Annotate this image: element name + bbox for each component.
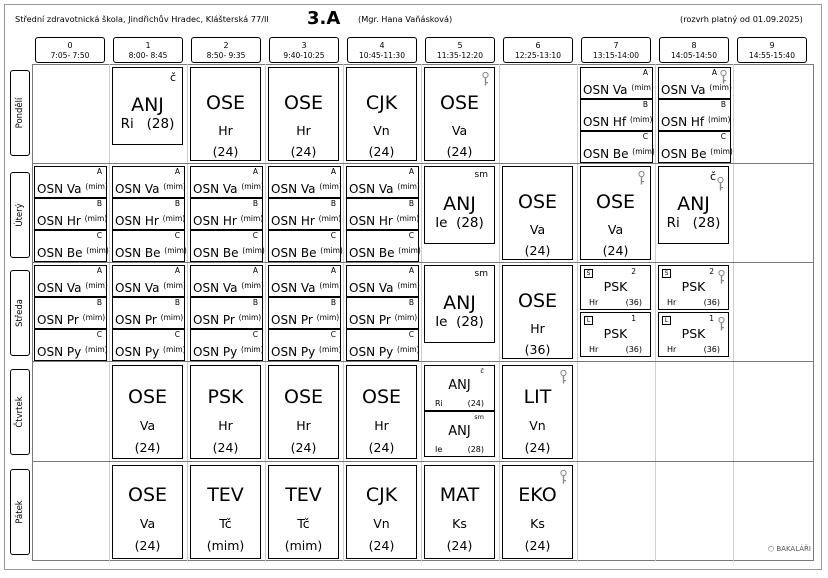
grid-line bbox=[265, 64, 266, 561]
lesson-card[interactable] bbox=[112, 365, 183, 459]
lesson-label: OSN Va $^{(mim)}$ bbox=[193, 182, 264, 196]
split-lesson-card[interactable] bbox=[112, 166, 185, 198]
group-square: L bbox=[584, 316, 593, 325]
split-lesson-card[interactable] bbox=[346, 329, 419, 361]
room-label: (24) bbox=[467, 399, 484, 408]
grid-line bbox=[499, 64, 500, 561]
split-lesson-card[interactable] bbox=[112, 265, 185, 297]
subject-label: ANJ bbox=[448, 424, 471, 439]
lesson-card[interactable] bbox=[502, 166, 573, 260]
teacher-label: Hr bbox=[218, 418, 233, 433]
group-label: B bbox=[330, 199, 336, 208]
teacher-label: Va bbox=[607, 222, 624, 237]
lesson-label: OSN Be $^{(mim)}$ bbox=[583, 147, 655, 161]
group-label: C bbox=[330, 231, 336, 240]
lesson-label: OSN Be $^{(mim)}$ bbox=[661, 147, 733, 161]
group-label: č bbox=[480, 367, 484, 375]
room-label: (24) bbox=[602, 243, 629, 258]
teacher-label: Ks bbox=[530, 516, 545, 531]
lesson-label: OSN Hr $^{(mim)}$ bbox=[349, 214, 420, 228]
lesson-card[interactable] bbox=[190, 465, 261, 559]
split-lesson-card[interactable] bbox=[346, 230, 419, 262]
split-lesson-card[interactable] bbox=[268, 265, 341, 297]
split-lesson-card[interactable] bbox=[34, 265, 107, 297]
split-lesson-card[interactable] bbox=[346, 265, 419, 297]
room-label: (36) bbox=[703, 345, 720, 354]
teacher-room: Ri (28) bbox=[666, 215, 721, 231]
split-lesson-card[interactable] bbox=[190, 166, 263, 198]
lesson-label: OSN Py $^{(mim)}$ bbox=[115, 345, 186, 359]
subject-label: EKO bbox=[518, 484, 557, 506]
lesson-label: OSN Va $^{(mim)}$ bbox=[271, 182, 342, 196]
group-label: C bbox=[252, 231, 258, 240]
teacher-label: Hr bbox=[374, 418, 389, 433]
period-header-0: 0 7:05- 7:50 bbox=[35, 37, 105, 63]
split-lesson-card[interactable] bbox=[580, 99, 653, 131]
grid-line bbox=[187, 64, 188, 561]
group-label: A bbox=[174, 266, 180, 275]
group-label: A bbox=[96, 167, 102, 176]
lesson-label: OSN Hf $^{(mim)}$ bbox=[583, 115, 653, 129]
group-label: A bbox=[408, 167, 414, 176]
subject-label: ANJ bbox=[443, 292, 476, 314]
lesson-label: OSN Be $^{(mim)}$ bbox=[271, 246, 343, 260]
lesson-label: OSN Pr $^{(mim)}$ bbox=[271, 313, 340, 327]
lesson-label: OSN Va $^{(mim)}$ bbox=[349, 281, 420, 295]
room-label: (24) bbox=[212, 440, 239, 455]
teacher-label: Hr bbox=[530, 321, 545, 336]
lesson-label: OSN Va $^{(mim)}$ bbox=[115, 281, 186, 295]
subject-label: TEV bbox=[285, 484, 322, 506]
room-label: (24) bbox=[212, 144, 239, 159]
group-label: B bbox=[252, 199, 258, 208]
group-label: C bbox=[96, 330, 102, 339]
key-icon bbox=[560, 470, 567, 485]
lesson-card[interactable] bbox=[424, 465, 495, 559]
split-lesson-card[interactable] bbox=[658, 131, 731, 163]
period-header-1: 1 8:00- 8:45 bbox=[113, 37, 183, 63]
lesson-label: OSN Hr $^{(mim)}$ bbox=[271, 214, 342, 228]
lesson-label: OSN Pr $^{(mim)}$ bbox=[349, 313, 418, 327]
teacher-label: Hr bbox=[296, 123, 311, 138]
split-lesson-card[interactable] bbox=[268, 230, 341, 262]
room-label: (mim) bbox=[206, 538, 245, 553]
period-header-6: 6 12:25-13:10 bbox=[503, 37, 573, 63]
room-label: (24) bbox=[524, 243, 551, 258]
teacher-label: Tč bbox=[297, 516, 310, 531]
subject-label: OSE bbox=[439, 92, 480, 114]
lesson-label: OSN Be $^{(mim)}$ bbox=[115, 246, 187, 260]
split-lesson-card[interactable] bbox=[268, 329, 341, 361]
split-lesson-card[interactable] bbox=[346, 297, 419, 329]
group-label: A bbox=[408, 266, 414, 275]
subject-label: CJK bbox=[365, 92, 398, 114]
lesson-label: OSN Va $^{(mim)}$ bbox=[37, 182, 108, 196]
teacher-label: Vn bbox=[373, 123, 390, 138]
split-lesson-card[interactable] bbox=[112, 198, 185, 230]
day-label-thursday: Čtvrtek bbox=[10, 369, 30, 455]
group-label: C bbox=[720, 132, 726, 141]
subject-label: OSE bbox=[517, 290, 558, 312]
room-label: (36) bbox=[524, 342, 551, 357]
subject-label: TEV bbox=[207, 484, 244, 506]
group-label: B bbox=[252, 298, 258, 307]
split-lesson-card[interactable] bbox=[34, 329, 107, 361]
grid-line bbox=[421, 64, 422, 561]
group-label: č bbox=[169, 71, 176, 84]
grid-line bbox=[733, 64, 734, 561]
group-label: A bbox=[252, 266, 258, 275]
lesson-label: OSN Py $^{(mim)}$ bbox=[193, 345, 264, 359]
split-lesson-card[interactable] bbox=[34, 166, 107, 198]
teacher-label: Ie bbox=[435, 445, 443, 454]
lesson-card[interactable] bbox=[268, 365, 339, 459]
lesson-label: OSN Hr $^{(mim)}$ bbox=[115, 214, 186, 228]
lesson-label: OSN Hr $^{(mim)}$ bbox=[37, 214, 108, 228]
lesson-label: OSN Py $^{(mim)}$ bbox=[37, 345, 108, 359]
subject-label: PSK bbox=[603, 326, 628, 341]
lesson-label: OSN Hr $^{(mim)}$ bbox=[193, 214, 264, 228]
subject-label: ANJ bbox=[677, 193, 710, 215]
day-label-wednesday: Středa bbox=[10, 270, 30, 356]
period-header-3: 3 9:40-10:25 bbox=[269, 37, 339, 63]
split-lesson-card[interactable] bbox=[346, 166, 419, 198]
hexagon-icon: ⬡ bbox=[768, 545, 775, 553]
lesson-card[interactable] bbox=[190, 365, 261, 459]
class-title: 3.A bbox=[307, 8, 341, 29]
lesson-card[interactable] bbox=[658, 312, 729, 357]
group-number: 2 bbox=[631, 267, 636, 276]
day-label-tuesday: Úterý bbox=[10, 172, 30, 258]
lesson-card[interactable] bbox=[424, 265, 495, 343]
room-label: (28) bbox=[467, 445, 484, 454]
split-lesson-card[interactable] bbox=[112, 329, 185, 361]
room-label: (24) bbox=[134, 440, 161, 455]
subject-label: ANJ bbox=[443, 193, 476, 215]
grid-line bbox=[32, 163, 814, 164]
group-label: B bbox=[408, 199, 414, 208]
subject-label: OSE bbox=[361, 386, 402, 408]
lesson-card[interactable] bbox=[112, 465, 183, 559]
group-label: B bbox=[96, 298, 102, 307]
grid-line bbox=[32, 361, 814, 362]
group-label: sm bbox=[474, 170, 488, 180]
teacher-label: Hr bbox=[589, 298, 599, 307]
class-teacher: (Mgr. Hana Vaňásková) bbox=[358, 14, 453, 24]
room-label: (24) bbox=[290, 144, 317, 159]
room-label: (36) bbox=[625, 298, 642, 307]
split-lesson-card[interactable] bbox=[190, 297, 263, 329]
split-lesson-card[interactable] bbox=[34, 230, 107, 262]
teacher-label: Hr bbox=[218, 123, 233, 138]
lesson-card[interactable] bbox=[424, 166, 495, 244]
lesson-card[interactable] bbox=[424, 67, 495, 161]
split-lesson-card[interactable] bbox=[268, 297, 341, 329]
period-header-7: 7 13:15-14:00 bbox=[581, 37, 651, 63]
group-label: C bbox=[174, 231, 180, 240]
lesson-label: OSN Va $^{(mim)}$ bbox=[349, 182, 420, 196]
lesson-label: OSN Va $^{(mim)}$ bbox=[661, 83, 732, 97]
room-label: (36) bbox=[625, 345, 642, 354]
lesson-card[interactable] bbox=[268, 465, 339, 559]
teacher-room: Ie (28) bbox=[435, 314, 484, 330]
day-label-monday: Pondělí bbox=[10, 70, 30, 156]
lesson-label: OSN Py $^{(mim)}$ bbox=[349, 345, 420, 359]
group-label: A bbox=[711, 68, 717, 77]
subject-label: OSE bbox=[127, 484, 168, 506]
split-lesson-card[interactable] bbox=[268, 198, 341, 230]
split-lesson-card[interactable] bbox=[268, 166, 341, 198]
lesson-card[interactable] bbox=[424, 365, 495, 411]
lesson-card[interactable] bbox=[502, 465, 573, 559]
lesson-label: OSN Pr $^{(mim)}$ bbox=[115, 313, 184, 327]
group-number: 2 bbox=[709, 267, 714, 276]
lesson-card[interactable] bbox=[346, 465, 417, 559]
split-lesson-card[interactable] bbox=[190, 329, 263, 361]
room-label: (24) bbox=[134, 538, 161, 553]
group-label: sm bbox=[474, 413, 484, 421]
lesson-card[interactable] bbox=[580, 312, 651, 357]
lesson-label: OSN Va $^{(mim)}$ bbox=[193, 281, 264, 295]
group-label: C bbox=[252, 330, 258, 339]
room-label: (36) bbox=[703, 298, 720, 307]
period-header-4: 4 10:45-11:30 bbox=[347, 37, 417, 63]
room-label: (24) bbox=[368, 538, 395, 553]
split-lesson-card[interactable] bbox=[190, 230, 263, 262]
split-lesson-card[interactable] bbox=[580, 131, 653, 163]
lesson-label: OSN Va $^{(mim)}$ bbox=[583, 83, 654, 97]
lesson-card[interactable] bbox=[268, 67, 339, 161]
group-label: C bbox=[408, 231, 414, 240]
lesson-label: OSN Py $^{(mim)}$ bbox=[271, 345, 342, 359]
grid-line bbox=[655, 64, 656, 561]
group-label: B bbox=[96, 199, 102, 208]
subject-label: OSE bbox=[283, 386, 324, 408]
lesson-label: OSN Pr $^{(mim)}$ bbox=[193, 313, 262, 327]
key-icon bbox=[638, 171, 645, 186]
teacher-label: Tč bbox=[219, 516, 232, 531]
subject-label: ANJ bbox=[131, 94, 164, 116]
teacher-label: Va bbox=[529, 222, 546, 237]
teacher-label: Va bbox=[139, 418, 156, 433]
group-number: 1 bbox=[631, 314, 636, 323]
grid-line bbox=[577, 64, 578, 561]
period-header-8: 8 14:05-14:50 bbox=[659, 37, 729, 63]
group-square: S bbox=[584, 269, 593, 278]
teacher-label: Va bbox=[139, 516, 156, 531]
teacher-label: Va bbox=[451, 123, 468, 138]
lesson-card[interactable] bbox=[580, 166, 651, 260]
subject-label: MAT bbox=[439, 484, 480, 506]
lesson-card[interactable] bbox=[658, 166, 729, 244]
teacher-label: Vn bbox=[373, 516, 390, 531]
group-label: B bbox=[642, 100, 648, 109]
room-label: (24) bbox=[524, 538, 551, 553]
group-label: C bbox=[96, 231, 102, 240]
subject-label: PSK bbox=[681, 279, 706, 294]
split-lesson-card[interactable] bbox=[34, 297, 107, 329]
group-label: B bbox=[174, 298, 180, 307]
lesson-label: OSN Be $^{(mim)}$ bbox=[193, 246, 265, 260]
split-lesson-card[interactable] bbox=[346, 198, 419, 230]
group-square: L bbox=[662, 316, 671, 325]
subject-label: ANJ bbox=[448, 378, 471, 393]
group-label: C bbox=[408, 330, 414, 339]
room-label: (24) bbox=[446, 144, 473, 159]
key-icon bbox=[482, 72, 489, 87]
teacher-room: Ri (28) bbox=[120, 116, 175, 132]
room-label: (mim) bbox=[284, 538, 323, 553]
group-label: A bbox=[330, 266, 336, 275]
group-square: S bbox=[662, 269, 671, 278]
lesson-card[interactable] bbox=[112, 67, 183, 145]
lesson-label: OSN Va $^{(mim)}$ bbox=[37, 281, 108, 295]
teacher-label: Hr bbox=[667, 345, 677, 354]
lesson-card[interactable] bbox=[502, 365, 573, 459]
teacher-label: Ks bbox=[452, 516, 467, 531]
grid-line bbox=[32, 461, 814, 462]
split-lesson-card[interactable] bbox=[580, 67, 653, 99]
lesson-card[interactable] bbox=[190, 67, 261, 161]
split-lesson-card[interactable] bbox=[112, 297, 185, 329]
lesson-label: OSN Be $^{(mim)}$ bbox=[37, 246, 109, 260]
subject-label: CJK bbox=[365, 484, 398, 506]
group-label: C bbox=[330, 330, 336, 339]
teacher-label: Vn bbox=[529, 418, 546, 433]
subject-label: PSK bbox=[681, 326, 706, 341]
teacher-label: Hr bbox=[589, 345, 599, 354]
period-header-9: 9 14:55-15:40 bbox=[737, 37, 807, 63]
group-label: B bbox=[330, 298, 336, 307]
lesson-label: OSN Hf $^{(mim)}$ bbox=[661, 115, 731, 129]
lesson-card[interactable] bbox=[658, 265, 729, 310]
room-label: (24) bbox=[368, 440, 395, 455]
subject-label: OSE bbox=[205, 92, 246, 114]
subject-label: OSE bbox=[283, 92, 324, 114]
teacher-label: Hr bbox=[667, 298, 677, 307]
lesson-label: OSN Va $^{(mim)}$ bbox=[271, 281, 342, 295]
group-label: A bbox=[96, 266, 102, 275]
split-lesson-card[interactable] bbox=[190, 198, 263, 230]
subject-label: OSE bbox=[517, 191, 558, 213]
split-lesson-card[interactable] bbox=[658, 99, 731, 131]
key-icon bbox=[717, 177, 724, 192]
bakalari-logo: ⬡ BAKALÁŘI bbox=[768, 545, 811, 553]
teacher-label: Ri bbox=[435, 399, 443, 408]
school-name: Střední zdravotnická škola, Jindřichův Hradec, Klášterská 77/II bbox=[15, 14, 269, 24]
lesson-card[interactable] bbox=[580, 265, 651, 310]
lesson-label: OSN Pr $^{(mim)}$ bbox=[37, 313, 106, 327]
group-label: A bbox=[642, 68, 648, 77]
valid-from: (rozvrh platný od 01.09.2025) bbox=[680, 14, 803, 24]
teacher-label: Hr bbox=[296, 418, 311, 433]
room-label: (24) bbox=[290, 440, 317, 455]
lesson-label: OSN Va $^{(mim)}$ bbox=[115, 182, 186, 196]
grid-line bbox=[109, 64, 110, 561]
group-label: B bbox=[174, 199, 180, 208]
split-lesson-card[interactable] bbox=[112, 230, 185, 262]
group-label: B bbox=[720, 100, 726, 109]
subject-label: PSK bbox=[603, 279, 628, 294]
group-number: 1 bbox=[709, 314, 714, 323]
lesson-card[interactable] bbox=[424, 411, 495, 457]
lesson-card[interactable] bbox=[346, 365, 417, 459]
group-label: C bbox=[174, 330, 180, 339]
grid-line bbox=[32, 262, 814, 263]
group-label: sm bbox=[474, 269, 488, 279]
period-header-2: 2 8:50- 9:35 bbox=[191, 37, 261, 63]
subject-label: OSE bbox=[127, 386, 168, 408]
subject-label: OSE bbox=[595, 191, 636, 213]
grid-line bbox=[343, 64, 344, 561]
subject-label: PSK bbox=[207, 386, 244, 408]
teacher-room: Ie (28) bbox=[435, 215, 484, 231]
group-label: B bbox=[408, 298, 414, 307]
lesson-label: OSN Be $^{(mim)}$ bbox=[349, 246, 421, 260]
group-label: A bbox=[174, 167, 180, 176]
lesson-card[interactable] bbox=[346, 67, 417, 161]
group-label: č bbox=[709, 170, 716, 183]
group-label: C bbox=[642, 132, 648, 141]
room-label: (24) bbox=[524, 440, 551, 455]
room-label: (24) bbox=[446, 538, 473, 553]
split-lesson-card[interactable] bbox=[658, 67, 731, 99]
split-lesson-card[interactable] bbox=[190, 265, 263, 297]
subject-label: LIT bbox=[523, 386, 552, 408]
lesson-card[interactable] bbox=[502, 265, 573, 359]
group-label: A bbox=[330, 167, 336, 176]
key-icon bbox=[560, 370, 567, 385]
group-label: A bbox=[252, 167, 258, 176]
day-label-friday: Pátek bbox=[10, 469, 30, 555]
period-header-5: 5 11:35-12:20 bbox=[425, 37, 495, 63]
room-label: (24) bbox=[368, 144, 395, 159]
split-lesson-card[interactable] bbox=[34, 198, 107, 230]
